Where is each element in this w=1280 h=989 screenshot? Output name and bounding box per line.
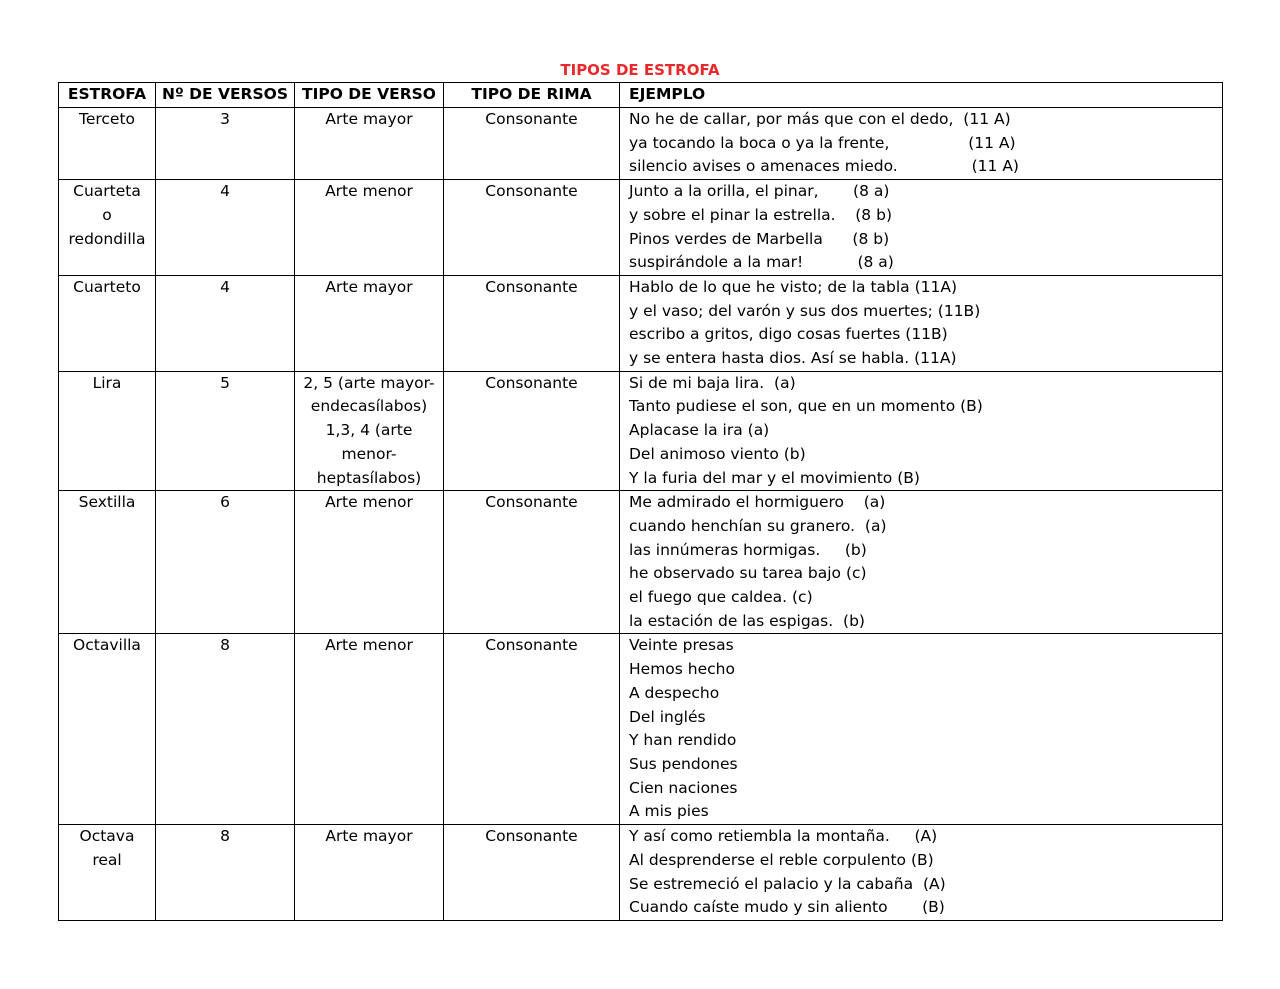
table-row — [59, 180, 1223, 276]
cell-estrofa-line: Octava — [79, 827, 135, 846]
cell-versos: 4 — [156, 180, 295, 276]
cell-estrofa-line: o — [102, 205, 112, 224]
cell-estrofa — [59, 634, 156, 825]
cell-tipo-verso-line: Arte mayor — [325, 110, 413, 128]
cell-ejemplo-line: Cien naciones — [629, 778, 738, 797]
header-tipo-verso: TIPO DE VERSO — [295, 83, 444, 108]
table-row — [59, 275, 1223, 371]
cell-ejemplo-line: Hablo de lo que he visto; de la tabla (11A) — [629, 277, 958, 296]
table-row — [59, 634, 1223, 825]
header-row — [59, 83, 1223, 108]
cell-ejemplo-line: Sus pendones — [629, 754, 738, 773]
table-row — [59, 371, 1223, 491]
cell-estrofa-line: redondilla — [68, 229, 146, 248]
cell-ejemplo-line: Junto a la orilla, el pinar, (8 a) — [629, 182, 890, 201]
cell-ejemplo-line: y el vaso; del varón y sus dos muertes; (11B) — [629, 301, 981, 320]
cell-ejemplo — [620, 634, 1223, 825]
cell-ejemplo-line: he observado su tarea bajo (c) — [629, 564, 867, 583]
cell-ejemplo-line: Al desprenderse el reble corpulento (B) — [629, 850, 934, 869]
cell-ejemplo-line: y se entera hasta dios. Así se habla. (11A) — [629, 349, 957, 368]
cell-ejemplo-line: Y así como retiembla la montaña. (A) — [629, 827, 938, 846]
cell-ejemplo-line: Se estremeció el palacio y la cabaña (A) — [629, 874, 946, 893]
cell-versos: 4 — [156, 275, 295, 371]
cell-ejemplo-line: la estación de las espigas. (b) — [629, 611, 865, 630]
cell-tipo-rima: Consonante — [444, 371, 620, 491]
table-row — [59, 108, 1223, 180]
header-tipo-rima: TIPO DE RIMA — [444, 83, 620, 108]
cell-estrofa-line: real — [92, 850, 122, 869]
header-estrofa: ESTROFA — [59, 83, 156, 108]
cell-ejemplo-line: Me admirado el hormiguero (a) — [629, 493, 886, 512]
cell-versos: 3 — [156, 108, 295, 180]
cell-tipo-verso — [295, 634, 444, 825]
cell-estrofa-line: Terceto — [78, 110, 136, 128]
cell-tipo-verso-line: Arte mayor — [325, 827, 413, 846]
cell-ejemplo-line: silencio avises o amenaces miedo. (11 A) — [629, 157, 1019, 176]
cell-tipo-verso-line: endecasílabos) — [310, 397, 428, 416]
cell-tipo-verso-line: 1,3, 4 (arte — [325, 421, 413, 440]
cell-ejemplo — [620, 108, 1223, 180]
cell-estrofa-line: Cuarteta — [73, 182, 141, 201]
table-body — [59, 108, 1223, 921]
cell-estrofa-line: Octavilla — [73, 636, 141, 655]
cell-tipo-verso-line: Arte menor — [325, 493, 413, 512]
cell-ejemplo-line: A despecho — [629, 683, 720, 702]
cell-ejemplo-line: escribo a gritos, digo cosas fuertes (11B) — [629, 325, 948, 344]
cell-tipo-verso — [295, 371, 444, 491]
estrofas-table — [58, 82, 1223, 921]
cell-ejemplo-line: el fuego que caldea. (c) — [629, 588, 813, 607]
cell-ejemplo-line: Aplacase la ira (a) — [629, 421, 770, 440]
cell-tipo-verso-line: 2, 5 (arte mayor- — [303, 373, 435, 392]
cell-tipo-verso — [295, 180, 444, 276]
cell-ejemplo-line: las innúmeras hormigas. (b) — [629, 540, 867, 559]
cell-ejemplo-line: Cuando caíste mudo y sin aliento (B) — [629, 898, 945, 917]
table-row — [59, 825, 1223, 921]
cell-estrofa — [59, 108, 156, 180]
cell-tipo-rima: Consonante — [444, 108, 620, 180]
cell-tipo-rima: Consonante — [444, 180, 620, 276]
cell-ejemplo — [620, 825, 1223, 921]
cell-ejemplo-line: Pinos verdes de Marbella (8 b) — [629, 229, 890, 248]
cell-tipo-rima: Consonante — [444, 275, 620, 371]
cell-ejemplo-line: Tanto pudiese el son, que en un momento (B) — [629, 397, 983, 416]
cell-versos: 5 — [156, 371, 295, 491]
cell-ejemplo-line: Y han rendido — [629, 731, 737, 750]
cell-tipo-verso-line: Arte menor — [325, 182, 413, 201]
header-versos: Nº DE VERSOS — [156, 83, 295, 108]
cell-versos: 8 — [156, 634, 295, 825]
cell-tipo-verso — [295, 825, 444, 921]
cell-ejemplo-line: Si de mi baja lira. (a) — [629, 373, 796, 392]
document-title: TIPOS DE ESTROFA — [560, 61, 720, 79]
cell-ejemplo-line: No he de callar, por más que con el dedo, (11 A) — [629, 110, 1011, 128]
cell-tipo-verso — [295, 108, 444, 180]
cell-estrofa — [59, 491, 156, 634]
cell-tipo-rima: Consonante — [444, 634, 620, 825]
cell-tipo-verso-line: heptasílabos) — [316, 468, 422, 487]
cell-tipo-verso — [295, 275, 444, 371]
cell-ejemplo-line: Y la furia del mar y el movimiento (B) — [629, 468, 920, 487]
header-ejemplo: EJEMPLO — [620, 83, 1223, 108]
cell-tipo-verso-line: Arte menor — [325, 636, 413, 655]
cell-ejemplo-line: Hemos hecho — [629, 660, 735, 679]
cell-ejemplo-line: suspirándole a la mar! (8 a) — [629, 253, 894, 272]
cell-tipo-verso — [295, 491, 444, 634]
cell-tipo-rima: Consonante — [444, 491, 620, 634]
cell-ejemplo — [620, 180, 1223, 276]
cell-ejemplo-line: A mis pies — [629, 802, 709, 821]
cell-ejemplo — [620, 371, 1223, 491]
cell-estrofa-line: Sextilla — [78, 493, 136, 512]
cell-estrofa-line: Cuarteto — [73, 277, 141, 296]
cell-ejemplo-line: Del inglés — [629, 707, 706, 726]
cell-estrofa — [59, 180, 156, 276]
cell-estrofa — [59, 825, 156, 921]
cell-ejemplo-line: y sobre el pinar la estrella. (8 b) — [629, 205, 892, 224]
cell-ejemplo — [620, 491, 1223, 634]
cell-estrofa-line: Lira — [92, 373, 122, 392]
cell-tipo-verso-line: menor- — [341, 444, 397, 463]
cell-ejemplo — [620, 275, 1223, 371]
cell-ejemplo-line: cuando henchían su granero. (a) — [629, 516, 887, 535]
cell-ejemplo-line: ya tocando la boca o ya la frente, (11 A) — [629, 133, 1016, 152]
cell-ejemplo-line: Del animoso viento (b) — [629, 444, 806, 463]
cell-versos: 6 — [156, 491, 295, 634]
cell-tipo-rima: Consonante — [444, 825, 620, 921]
cell-estrofa — [59, 371, 156, 491]
cell-versos: 8 — [156, 825, 295, 921]
cell-ejemplo-line: Veinte presas — [629, 636, 734, 655]
table-row — [59, 491, 1223, 634]
cell-tipo-verso-line: Arte mayor — [325, 277, 413, 296]
cell-estrofa — [59, 275, 156, 371]
